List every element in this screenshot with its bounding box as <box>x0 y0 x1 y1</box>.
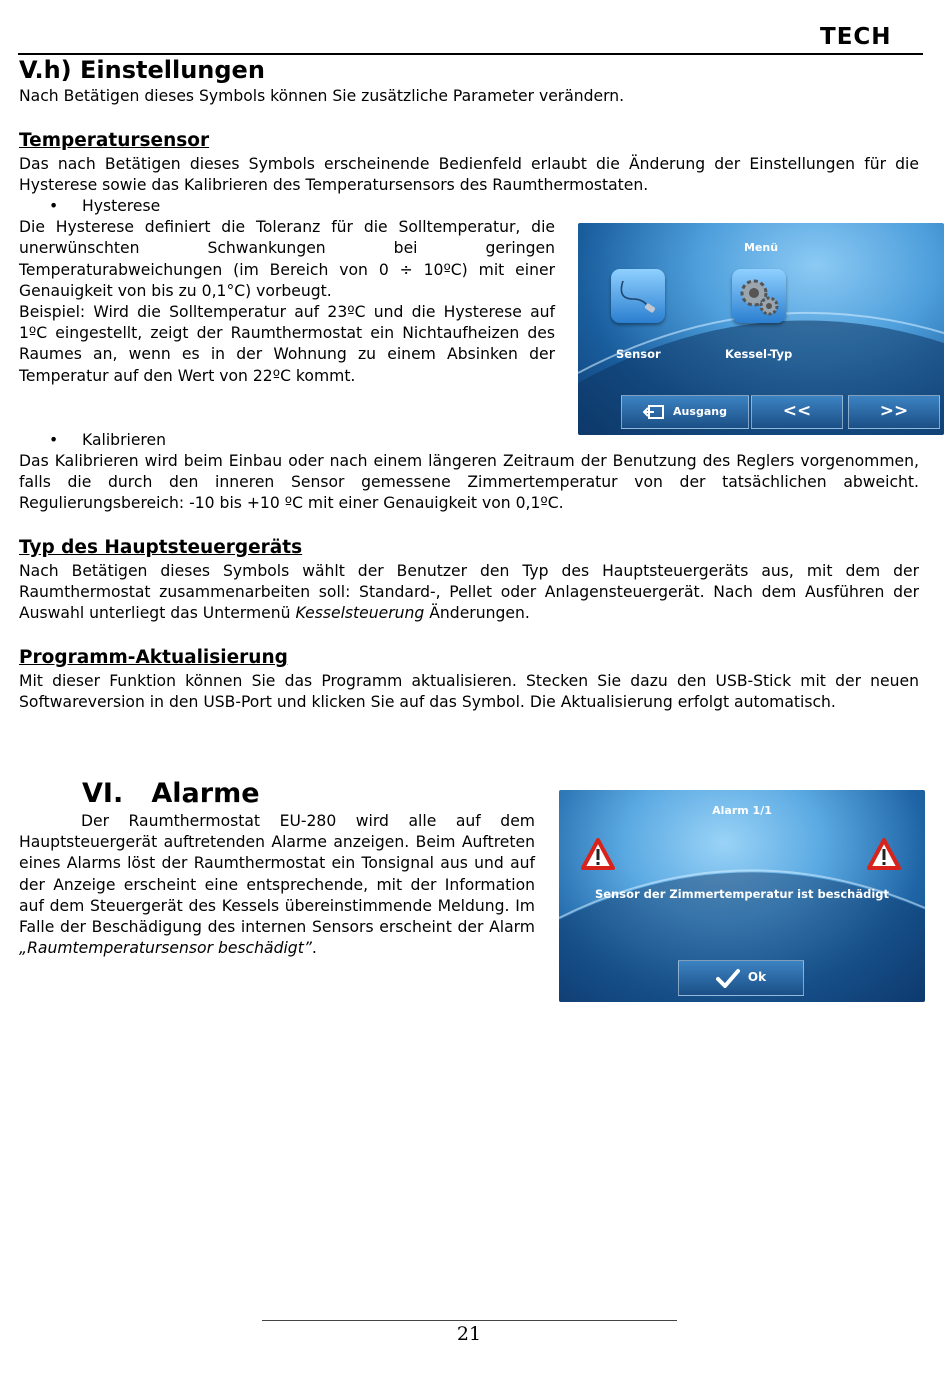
hysterese-text: Die Hysterese definiert die Toleranz für die Solltemperatur, die unerwünschten Schwankungen bei geringen Temperaturabweichungen (im Bereich von 0 ÷ 10ºC) mit einer Genauigkeit von bis zu 0,1°C) vorbeugt. <box>19 218 555 300</box>
alarm-screen <box>559 790 925 1002</box>
ok-label: Ok <box>747 970 767 985</box>
kessel-tile-icon[interactable] <box>732 269 786 323</box>
alarme-text: Der Raumthermostat EU-280 wird alle auf dem Hauptsteuergerät auftretenden Alarme anzeigen. Beim Auftreten eines Alarms löst der Raumthermostat ein Tonsignal aus und auf der Anzeige erscheint eine entsprechende, mit der Information auf dem Steuergerät des Kessels übereinstimmende Meldung. Im Falle der Beschädigung des internen Sensors erscheint der Alarm „Raumtemperatursensor beschädigt”. <box>19 812 535 958</box>
alarm-title: Alarm 1/1 <box>712 804 772 817</box>
alarme-number: VI. <box>82 778 124 809</box>
programm-heading: Programm-Aktualisierung <box>19 647 288 668</box>
sensor-tile-icon[interactable] <box>611 269 665 323</box>
kessel-tile-label: Kessel-Typ <box>725 347 793 361</box>
warning-icon-left <box>581 838 615 870</box>
sensor-tile-label: Sensor <box>616 347 661 361</box>
section-intro: Nach Betätigen dieses Symbols können Sie zusätzliche Parameter verändern. <box>19 87 625 105</box>
alarm-message: Sensor der Zimmertemperatur ist beschädigt <box>594 887 890 901</box>
tech-logo <box>820 24 920 46</box>
svg-text:TECH: TECH <box>820 24 892 46</box>
bullet-hysterese: • Hysterese <box>19 196 555 217</box>
typ-text: Nach Betätigen dieses Symbols wählt der Benutzer den Typ des Hauptsteuergeräts aus, mit dem der Raumthermostat zusammenarbeiten soll: Standard-, Pellet oder Anlagensteuergerät. Nach dem Ausführen der Auswahl unterliegt das Untermenü Kesselsteuerung Änderungen. <box>19 562 919 623</box>
menu-screen <box>578 223 944 435</box>
alarm-name-italic: „Raumtemperatursensor beschädigt” <box>19 939 312 958</box>
page-number: 21 <box>456 1323 482 1345</box>
ausgang-label: Ausgang <box>673 405 727 419</box>
bullet-kalibrieren: • Kalibrieren <box>19 430 582 451</box>
gears-icon <box>732 269 786 323</box>
temperatursensor-intro: Das nach Betätigen dieses Symbols erscheinende Bedienfeld erlaubt die Änderung der Einstellungen für die Hysterese sowie das Kalibrieren des Temperatursensors des Raumthermostaten. <box>19 155 919 195</box>
kalibrieren-text: Das Kalibrieren wird beim Einbau oder nach einem längeren Zeitraum der Benutzung des Reglers vorgenommen, falls die durch den inneren Sensor gemessene Zimmertemperatur von der tatsächlichen abweicht. Regulierungsbereich: -10 bis +10 ºC mit einer Genauigkeit von 0,1ºC. <box>19 452 919 513</box>
exit-icon <box>643 404 665 420</box>
alarme-title: Alarme <box>151 778 260 809</box>
next-button[interactable]: >> <box>848 395 940 429</box>
sensor-probe-icon <box>611 269 665 323</box>
typ-heading: Typ des Hauptsteuergeräts <box>19 537 303 558</box>
alarme-heading <box>82 779 260 809</box>
programm-text: Mit dieser Funktion können Sie das Programm aktualisieren. Stecken Sie dazu den USB-Stick mit der neuen Softwareversion in den USB-Port und klicken Sie auf das Symbol. Die Aktualisierung erfolgt automatisch. <box>19 672 919 712</box>
checkmark-icon <box>716 968 740 988</box>
menu-title: Menü <box>743 241 779 254</box>
temperatursensor-heading: Temperatursensor <box>19 130 210 151</box>
beispiel-text: Beispiel: Wird die Solltemperatur auf 23ºC und die Hysterese auf 1ºC eingestellt, zeigt der Raumthermostat ein Nichtaufheizen des Raumes an, wenn es in der Wohnung zu einem Absinken der Temperatur auf den Wert von 22ºC kommt. <box>19 303 555 385</box>
prev-button[interactable]: << <box>751 395 843 429</box>
footer-rule <box>262 1320 677 1321</box>
section-title: V.h) Einstellungen <box>19 56 265 84</box>
warning-icon-right <box>867 838 901 870</box>
kesselsteuerung-italic: Kesselsteuerung <box>295 604 425 623</box>
ok-button[interactable] <box>678 960 804 996</box>
ausgang-button[interactable] <box>621 395 749 429</box>
